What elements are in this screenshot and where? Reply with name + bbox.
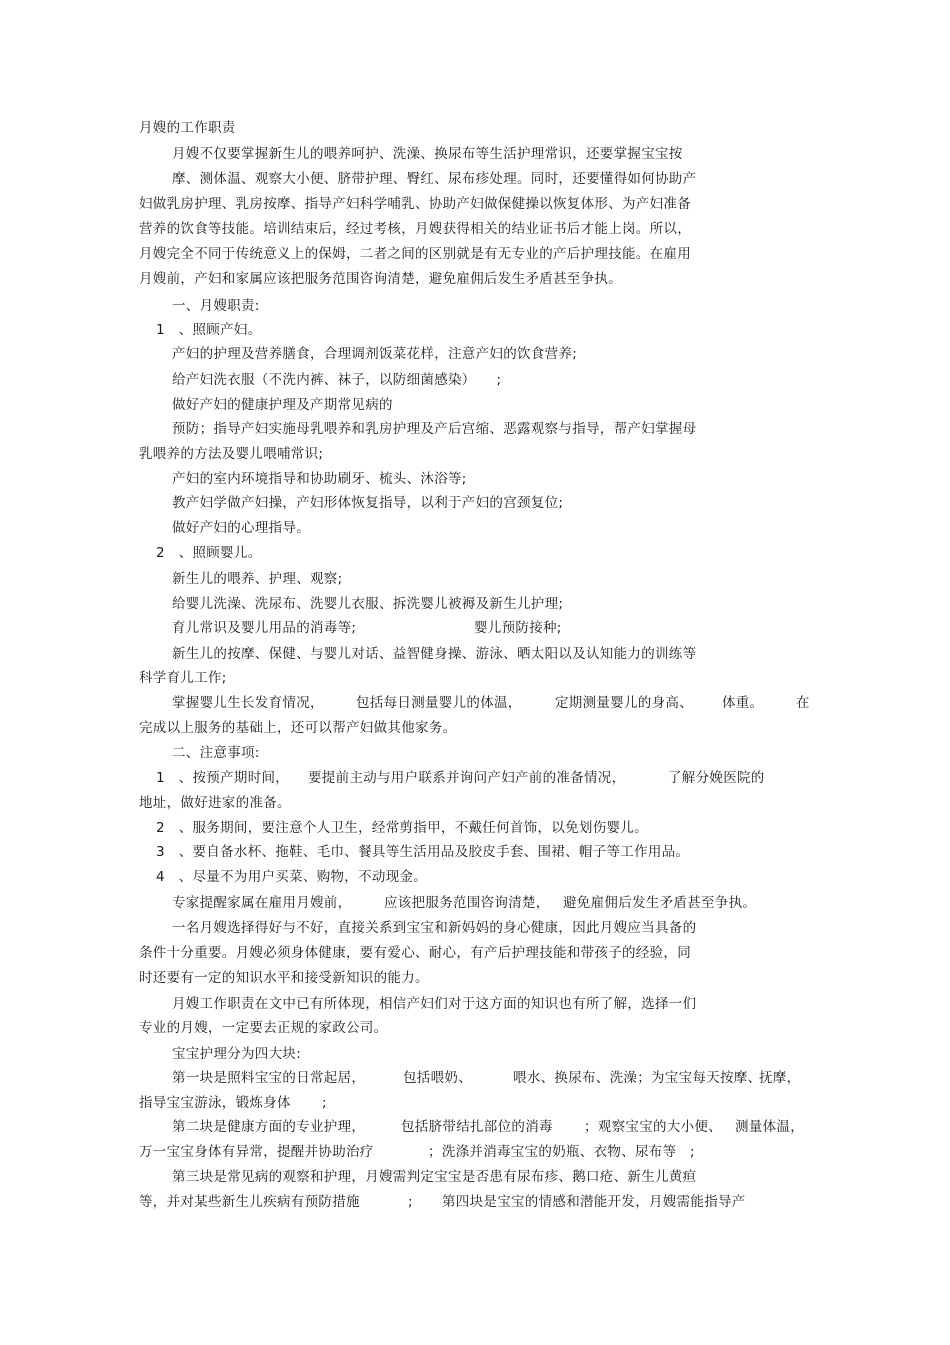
text-segment: 给婴儿洗澡、洗尿布、洗婴儿衣服、拆洗婴儿被褥及新生儿护理; [172, 596, 564, 612]
text-segment: 包括喂奶、 [403, 1070, 472, 1086]
text-segment: 新生儿的喂养、护理、观察; [172, 571, 343, 587]
text-segment: ；观察宝宝的大小便、 [584, 1119, 722, 1135]
text-segment: 月嫂前，产妇和家属应该把服务范围咨询清楚，避免雇佣后发生矛盾甚至争执。 [139, 271, 622, 287]
text-segment: 科学育儿工作; [139, 670, 227, 686]
text-segment: 产妇的护理及营养膳食，合理调剂饭菜花样，注意产妇的饮食营养; [172, 346, 578, 362]
text-segment: 教产妇学做产妇操，产妇形体恢复指导，以利于产妇的宫颈复位; [172, 495, 564, 511]
text-segment: 地址，做好进家的准备。 [139, 795, 291, 811]
text-segment: 喂水、换尿布、洗澡；为宝宝每天按摩、 [513, 1070, 762, 1086]
text-segment: ; [408, 1194, 413, 1210]
text-segment: 时还要有一定的知识水平和接受新知识的能力。 [139, 970, 429, 986]
text-segment: 包括脐带结扎部位的消毒 [401, 1119, 553, 1135]
text-segment: 了解分娩医院的 [668, 770, 765, 786]
text-segment: 抚摩， [759, 1070, 801, 1086]
text-segment: 专业的月嫂，一定要去正规的家政公司。 [139, 1020, 388, 1036]
text-segment: 做好产妇的心理指导。 [172, 520, 310, 536]
text-segment: 月嫂完全不同于传统意义上的保姆，二者之间的区别就是有无专业的产后护理技能。在雇用 [139, 246, 691, 262]
text-segment: 给产妇洗衣服（不洗内裤、袜子，以防细菌感染） ; [172, 372, 502, 388]
text-segment: 万一宝宝身体有异常，提醒并协助治疗 [139, 1144, 374, 1160]
text-segment: 完成以上服务的基础上，还可以帮产妇做其他家务。 [139, 720, 457, 736]
text-segment: 掌握婴儿生长发育情况， [172, 695, 324, 711]
text-segment: 月嫂不仅要掌握新生儿的喂养呵护、洗澡、换尿布等生活护理常识，还要掌握宝宝按 [172, 146, 683, 162]
text-segment: 应该把服务范围咨询清楚， [384, 895, 550, 911]
text-segment: 2 、照顾婴儿。 [156, 545, 262, 561]
text-segment: 乳喂养的方法及婴儿喂哺常识; [139, 446, 324, 462]
text-segment: 指导宝宝游泳，锻炼身体 [139, 1095, 291, 1111]
text-segment: 第一块是照料宝宝的日常起居， [172, 1070, 366, 1086]
text-segment: 婴儿预防接种; [474, 620, 562, 636]
text-segment: 第四块是宝宝的情感和潜能开发，月嫂需能指导产 [442, 1194, 746, 1210]
text-segment: 预防；指导产妇实施母乳喂养和乳房护理及产后宫缩、恶露观察与指导，帮产妇掌握母 [172, 421, 697, 437]
text-segment: 体重。 [722, 695, 764, 711]
text-segment: ; [322, 1095, 327, 1111]
text-segment: 定期测量婴儿的身高、 [555, 695, 693, 711]
text-segment: 包括每日测量婴儿的体温， [356, 695, 522, 711]
document-title: 月嫂的工作职责 [139, 120, 236, 136]
text-segment: 3 、要自备水杯、拖鞋、毛巾、餐具等生活用品及胶皮手套、围裙、帽子等工作用品。 [156, 844, 690, 860]
text-segment: 育儿常识及婴儿用品的消毒等; [172, 620, 357, 636]
text-segment: 产妇的室内环境指导和协助刷牙、梳头、沐浴等; [172, 471, 467, 487]
text-segment: 避免雇佣后发生矛盾甚至争执。 [563, 895, 757, 911]
text-segment: ；洗涤并消毒宝宝的奶瓶、衣物、尿布等 [428, 1144, 677, 1160]
text-segment: 4 、尽量不为用户买菜、购物，不动现金。 [156, 869, 428, 885]
text-segment: 做好产妇的健康护理及产期常见病的 [172, 397, 393, 413]
text-segment: 2 、服务期间，要注意个人卫生，经常剪指甲，不戴任何首饰，以免划伤婴儿。 [156, 820, 648, 836]
text-segment: 营养的饮食等技能。培训结束后，经过考核，月嫂获得相关的结业证书后才能上岗。所以， [139, 221, 691, 237]
text-segment: ; [690, 1144, 695, 1160]
text-segment: 摩、测体温、观察大小便、脐带护理、臀红、尿布疹处理。同时，还要懂得如何协助产 [172, 171, 697, 187]
text-segment: 第三块是常见病的观察和护理，月嫂需判定宝宝是否患有尿布疹、鹅口疮、新生儿黄疸 [172, 1169, 697, 1185]
text-segment: 第二块是健康方面的专业护理， [172, 1119, 366, 1135]
text-segment: 条件十分重要。月嫂必须身体健康，要有爱心、耐心，有产后护理技能和带孩子的经验，同 [139, 945, 691, 961]
text-segment: 测量体温， [735, 1119, 804, 1135]
text-segment: 专家提醒家属在雇用月嫂前， [172, 895, 352, 911]
text-segment: 新生儿的按摩、保健、与婴儿对话、益智健身操、游泳、晒太阳以及认知能力的训练等 [172, 646, 697, 662]
text-segment: 妇做乳房护理、乳房按摩、指导产妇科学哺乳、协助产妇做保健操以恢复体形、为产妇准备 [139, 196, 691, 212]
text-segment: 1 、按预产期时间， [156, 770, 290, 786]
text-segment: 一、月嫂职责: [172, 298, 260, 314]
text-segment: 宝宝护理分为四大块: [172, 1046, 302, 1062]
text-segment: 一名月嫂选择得好与不好，直接关系到宝宝和新妈妈的身心健康，因此月嫂应当具备的 [172, 920, 697, 936]
text-segment: 1 、照顾产妇。 [156, 322, 262, 338]
text-segment: 要提前主动与用户联系并询问产妇产前的准备情况， [308, 770, 626, 786]
text-segment: 等，并对某些新生儿疾病有预防措施 [139, 1194, 360, 1210]
text-segment: 月嫂工作职责在文中已有所体现，相信产妇们对于这方面的知识也有所了解，选择一们 [172, 996, 697, 1012]
text-segment: 在 [796, 695, 810, 711]
text-segment: 二、注意事项: [172, 745, 260, 761]
